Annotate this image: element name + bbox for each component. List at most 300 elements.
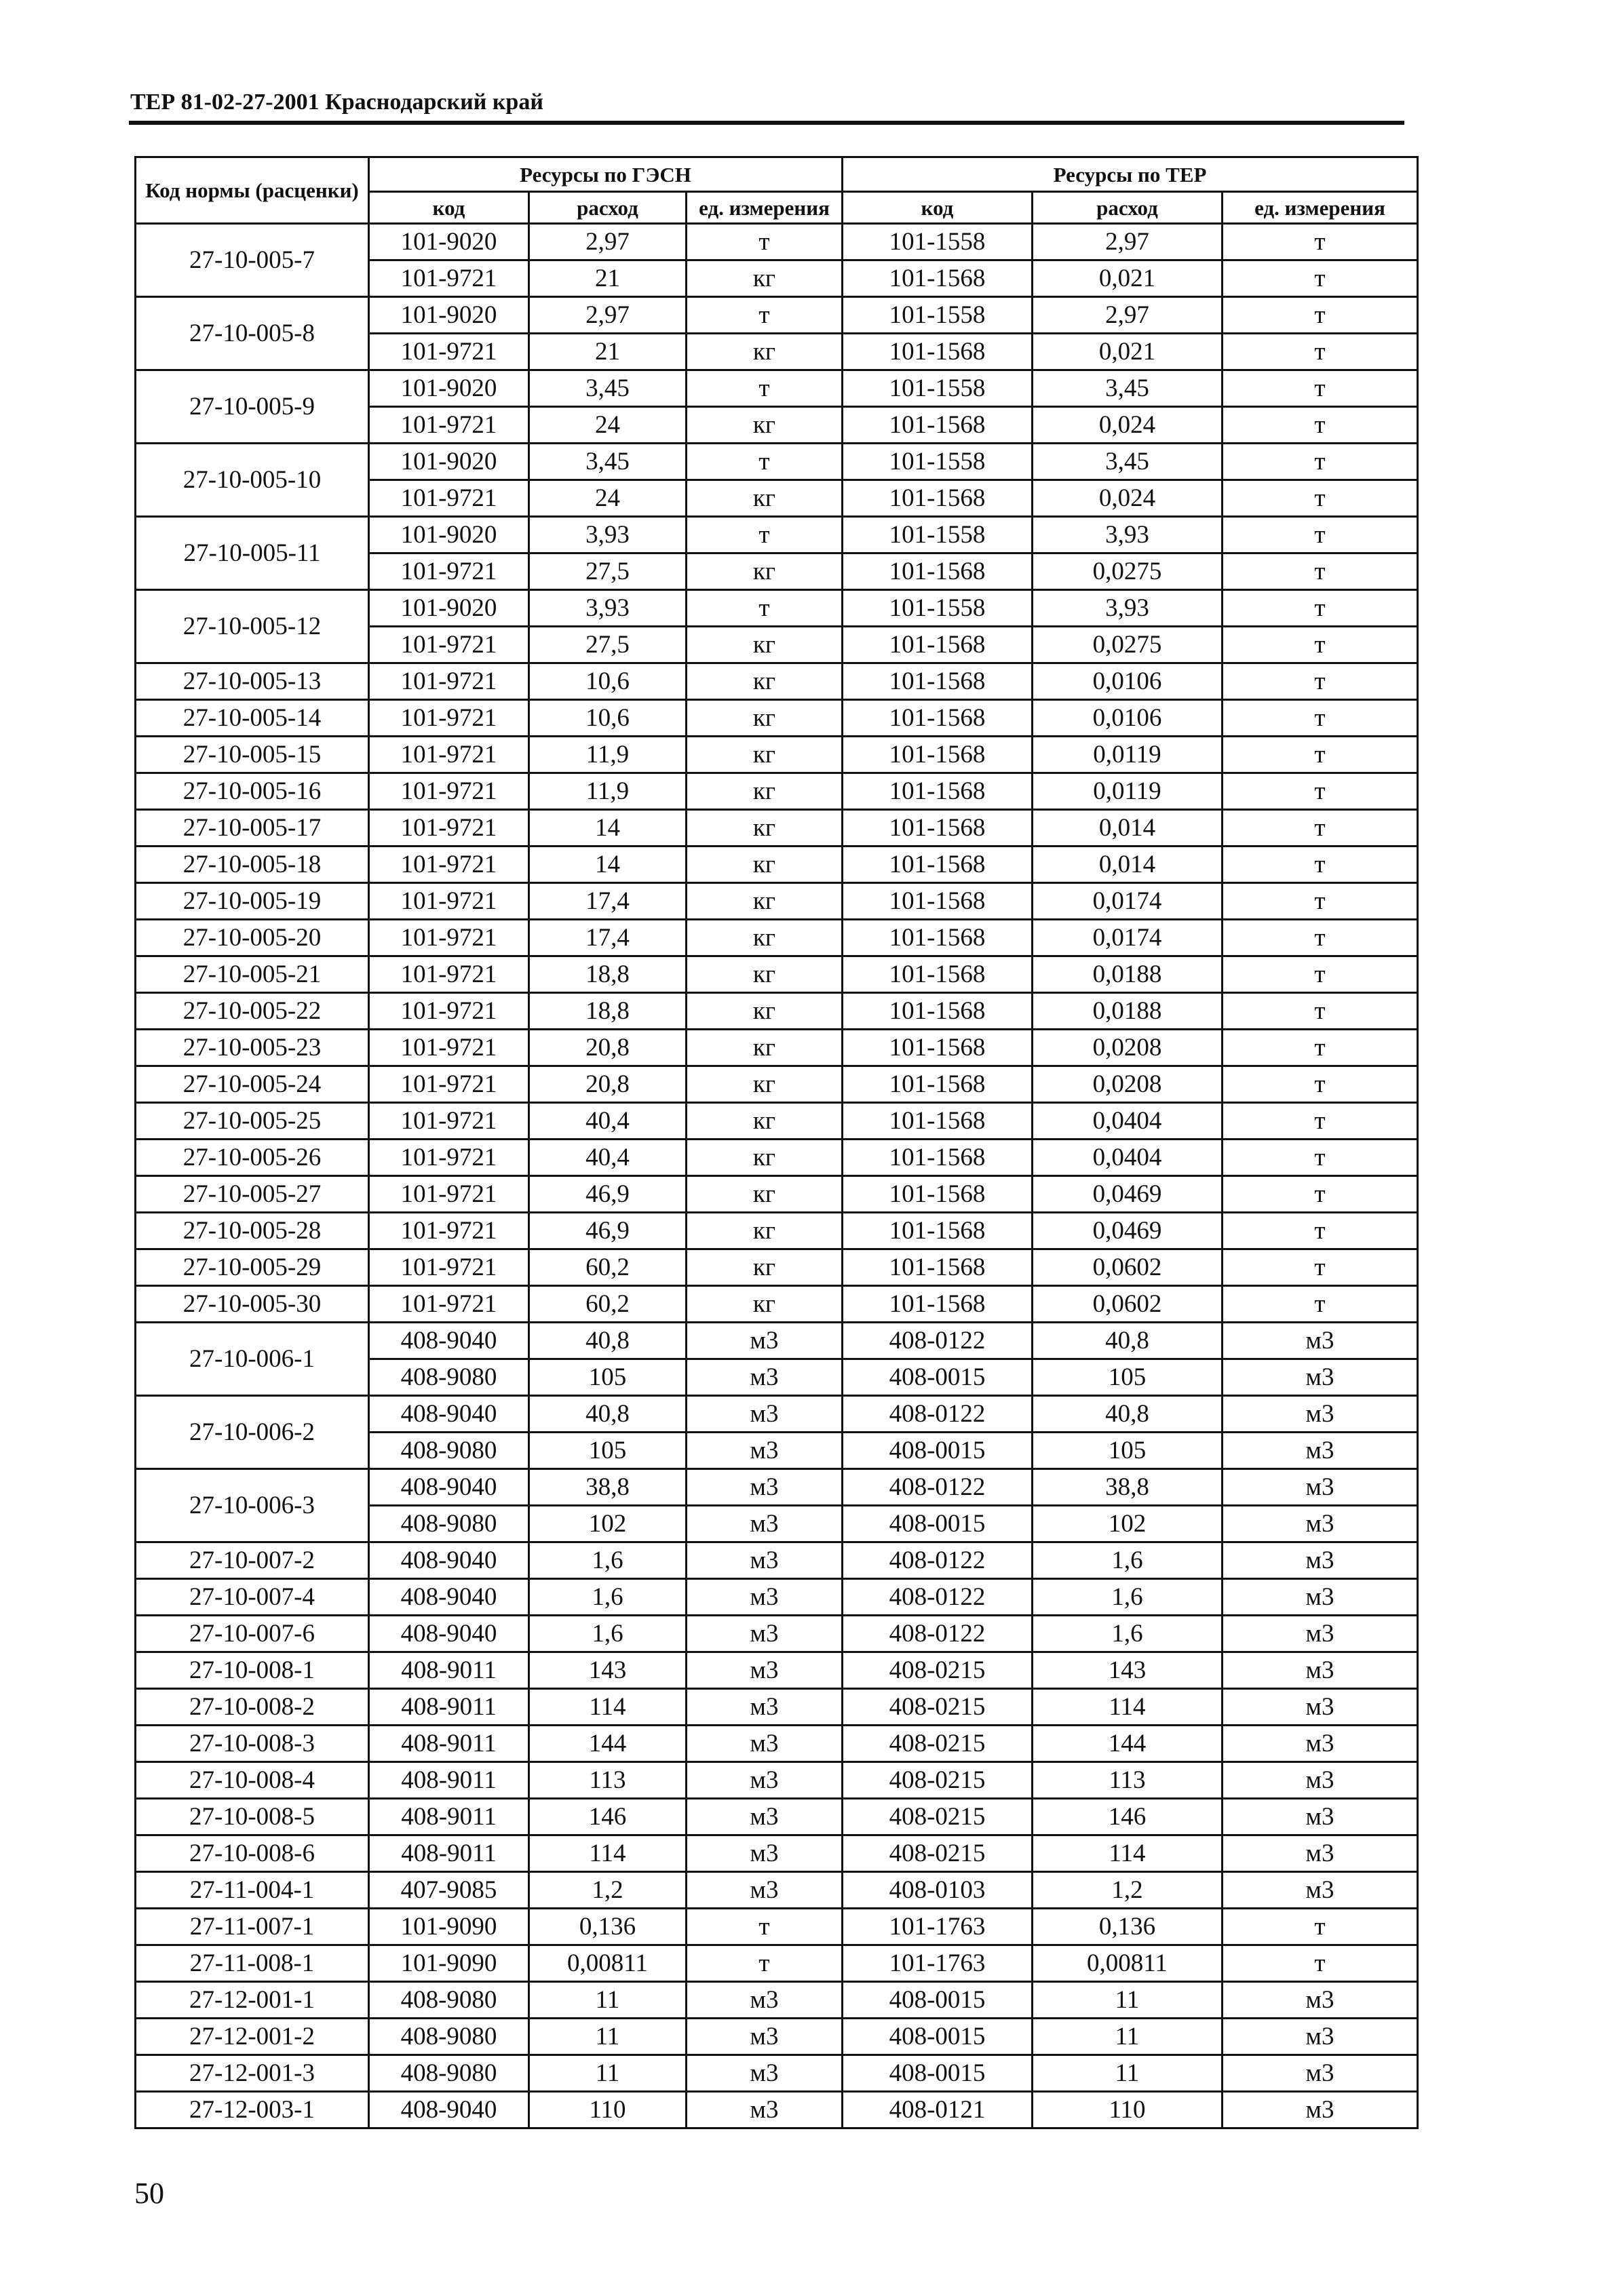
ter-amount-cell: 110 [1033,2092,1223,2128]
gesn-code-cell: 101-9020 [369,224,529,260]
gesn-unit-cell: м3 [687,1469,843,1506]
table-row [136,1652,1418,1689]
norm-code-cell: 27-10-005-7 [136,224,369,297]
ter-unit-cell: т [1223,517,1418,553]
ter-unit-cell: т [1223,260,1418,297]
gesn-code-cell: 101-9020 [369,590,529,627]
gesn-amount-cell: 60,2 [529,1286,687,1323]
norm-code-cell: 27-10-006-1 [136,1323,369,1396]
gesn-code-cell: 408-9040 [369,1542,529,1579]
ter-amount-cell: 1,6 [1033,1542,1223,1579]
table-row [136,700,1418,737]
gesn-unit-cell: кг [687,920,843,956]
norm-code-cell: 27-10-008-2 [136,1689,369,1726]
gesn-code-cell: 101-9721 [369,1286,529,1323]
gesn-amount-cell: 27,5 [529,553,687,590]
norm-code-cell: 27-10-005-21 [136,956,369,993]
gesn-amount-cell: 38,8 [529,1469,687,1506]
ter-unit-cell: т [1223,407,1418,444]
table-row [136,1909,1418,1945]
header-gesn-group: Ресурсы по ГЭСН [369,157,843,192]
table-row [136,956,1418,993]
norm-code-cell: 27-10-005-25 [136,1103,369,1140]
ter-code-cell: 101-1568 [843,956,1033,993]
ter-unit-cell: т [1223,1909,1418,1945]
header-gesn-amount: расход [529,192,687,224]
ter-code-cell: 408-0215 [843,1726,1033,1762]
table-row [136,224,1418,260]
ter-amount-cell: 0,0208 [1033,1066,1223,1103]
gesn-code-cell: 101-9721 [369,663,529,700]
norm-code-cell: 27-10-008-1 [136,1652,369,1689]
ter-unit-cell: м3 [1223,1872,1418,1909]
ter-amount-cell: 114 [1033,1835,1223,1872]
gesn-unit-cell: м3 [687,1506,843,1542]
norm-code-cell: 27-10-006-3 [136,1469,369,1542]
table-row [136,1103,1418,1140]
ter-unit-cell: т [1223,553,1418,590]
gesn-unit-cell: кг [687,737,843,773]
ter-code-cell: 101-1568 [843,847,1033,883]
gesn-amount-cell: 14 [529,810,687,847]
table-row [136,1799,1418,1835]
norm-code-cell: 27-10-005-27 [136,1176,369,1213]
header-rule [129,121,1404,125]
header-ter-group: Ресурсы по ТЕР [843,157,1418,192]
table-row [136,1286,1418,1323]
gesn-unit-cell: кг [687,773,843,810]
ter-amount-cell: 0,021 [1033,260,1223,297]
gesn-amount-cell: 0,00811 [529,1945,687,1982]
ter-code-cell: 408-0215 [843,1689,1033,1726]
gesn-amount-cell: 40,8 [529,1323,687,1359]
table-row [136,1835,1418,1872]
ter-code-cell: 101-1568 [843,1103,1033,1140]
ter-code-cell: 408-0122 [843,1616,1033,1652]
ter-code-cell: 101-1558 [843,444,1033,480]
ter-code-cell: 408-0015 [843,1982,1033,2019]
gesn-unit-cell: м3 [687,2055,843,2092]
table-row [136,1982,1418,2019]
gesn-amount-cell: 46,9 [529,1213,687,1249]
gesn-unit-cell: кг [687,1030,843,1066]
ter-unit-cell: т [1223,370,1418,407]
ter-code-cell: 101-1568 [843,553,1033,590]
gesn-code-cell: 101-9020 [369,297,529,334]
ter-amount-cell: 0,024 [1033,480,1223,517]
ter-amount-cell: 3,45 [1033,370,1223,407]
gesn-code-cell: 101-9721 [369,1066,529,1103]
ter-code-cell: 408-0015 [843,1433,1033,1469]
ter-unit-cell: т [1223,847,1418,883]
gesn-unit-cell: кг [687,480,843,517]
ter-unit-cell: т [1223,956,1418,993]
ter-unit-cell: м3 [1223,1323,1418,1359]
table-row [136,1762,1418,1799]
ter-amount-cell: 0,0602 [1033,1286,1223,1323]
ter-unit-cell: м3 [1223,1469,1418,1506]
ter-code-cell: 101-1568 [843,810,1033,847]
ter-amount-cell: 0,0188 [1033,956,1223,993]
ter-unit-cell: т [1223,334,1418,370]
table-row [136,1469,1418,1506]
ter-unit-cell: т [1223,737,1418,773]
gesn-code-cell: 408-9011 [369,1726,529,1762]
gesn-unit-cell: кг [687,663,843,700]
ter-code-cell: 408-0215 [843,1762,1033,1799]
ter-amount-cell: 3,45 [1033,444,1223,480]
gesn-unit-cell: м3 [687,1799,843,1835]
ter-unit-cell: т [1223,590,1418,627]
gesn-code-cell: 408-9040 [369,1579,529,1616]
ter-unit-cell: т [1223,480,1418,517]
gesn-code-cell: 101-9721 [369,847,529,883]
header-gesn-unit: ед. измерения [687,192,843,224]
table-row [136,297,1418,334]
gesn-unit-cell: т [687,297,843,334]
ter-code-cell: 101-1568 [843,773,1033,810]
gesn-unit-cell: м3 [687,1359,843,1396]
gesn-amount-cell: 10,6 [529,663,687,700]
ter-amount-cell: 0,0119 [1033,737,1223,773]
table-row [136,663,1418,700]
gesn-code-cell: 101-9020 [369,444,529,480]
gesn-unit-cell: т [687,590,843,627]
gesn-unit-cell: м3 [687,1323,843,1359]
gesn-code-cell: 101-9721 [369,1249,529,1286]
ter-code-cell: 408-0215 [843,1799,1033,1835]
ter-code-cell: 101-1763 [843,1945,1033,1982]
ter-unit-cell: т [1223,810,1418,847]
ter-unit-cell: т [1223,444,1418,480]
table-row [136,1249,1418,1286]
gesn-amount-cell: 17,4 [529,883,687,920]
ter-amount-cell: 0,0174 [1033,920,1223,956]
gesn-amount-cell: 21 [529,334,687,370]
ter-amount-cell: 0,021 [1033,334,1223,370]
header-norm-code: Код нормы (расценки) [136,157,369,224]
norm-code-cell: 27-10-008-5 [136,1799,369,1835]
norm-code-cell: 27-10-006-2 [136,1396,369,1469]
gesn-unit-cell: кг [687,700,843,737]
ter-unit-cell: т [1223,1945,1418,1982]
ter-code-cell: 101-1568 [843,1213,1033,1249]
table-row [136,1689,1418,1726]
header-gesn-code: код [369,192,529,224]
table-row [136,847,1418,883]
gesn-amount-cell: 27,5 [529,627,687,663]
gesn-amount-cell: 1,2 [529,1872,687,1909]
ter-code-cell: 101-1568 [843,1286,1033,1323]
ter-code-cell: 101-1568 [843,480,1033,517]
ter-amount-cell: 1,6 [1033,1616,1223,1652]
gesn-code-cell: 101-9721 [369,737,529,773]
table-row [136,1066,1418,1103]
ter-code-cell: 101-1558 [843,224,1033,260]
gesn-amount-cell: 24 [529,480,687,517]
gesn-code-cell: 101-9090 [369,1909,529,1945]
ter-unit-cell: т [1223,1286,1418,1323]
ter-unit-cell: т [1223,1103,1418,1140]
gesn-code-cell: 101-9721 [369,700,529,737]
gesn-code-cell: 101-9721 [369,1140,529,1176]
ter-code-cell: 101-1568 [843,407,1033,444]
gesn-code-cell: 408-9040 [369,2092,529,2128]
table-row [136,883,1418,920]
norm-code-cell: 27-10-005-18 [136,847,369,883]
gesn-unit-cell: кг [687,334,843,370]
norm-code-cell: 27-10-007-6 [136,1616,369,1652]
gesn-code-cell: 101-9721 [369,773,529,810]
gesn-code-cell: 408-9040 [369,1616,529,1652]
ter-amount-cell: 0,014 [1033,810,1223,847]
ter-code-cell: 408-0122 [843,1469,1033,1506]
gesn-code-cell: 101-9721 [369,480,529,517]
ter-amount-cell: 0,136 [1033,1909,1223,1945]
gesn-unit-cell: кг [687,883,843,920]
gesn-code-cell: 408-9040 [369,1469,529,1506]
ter-unit-cell: т [1223,627,1418,663]
gesn-code-cell: 408-9040 [369,1396,529,1433]
table-row [136,1323,1418,1359]
table-row [136,1396,1418,1433]
gesn-unit-cell: кг [687,1213,843,1249]
gesn-amount-cell: 0,136 [529,1909,687,1945]
header-ter-amount: расход [1033,192,1223,224]
gesn-amount-cell: 114 [529,1835,687,1872]
ter-amount-cell: 0,0404 [1033,1103,1223,1140]
ter-unit-cell: м3 [1223,1726,1418,1762]
gesn-unit-cell: м3 [687,1542,843,1579]
gesn-code-cell: 408-9080 [369,2055,529,2092]
ter-unit-cell: т [1223,224,1418,260]
gesn-code-cell: 408-9040 [369,1323,529,1359]
ter-code-cell: 101-1568 [843,1140,1033,1176]
ter-unit-cell: т [1223,1066,1418,1103]
gesn-amount-cell: 113 [529,1762,687,1799]
norm-code-cell: 27-12-003-1 [136,2092,369,2128]
norm-code-cell: 27-10-007-4 [136,1579,369,1616]
ter-amount-cell: 40,8 [1033,1323,1223,1359]
gesn-code-cell: 101-9721 [369,627,529,663]
gesn-amount-cell: 20,8 [529,1066,687,1103]
ter-unit-cell: м3 [1223,1542,1418,1579]
ter-unit-cell: м3 [1223,1359,1418,1396]
norm-code-cell: 27-12-001-3 [136,2055,369,2092]
gesn-amount-cell: 20,8 [529,1030,687,1066]
table-row [136,370,1418,407]
ter-unit-cell: м3 [1223,1835,1418,1872]
norm-code-cell: 27-10-005-13 [136,663,369,700]
ter-code-cell: 408-0015 [843,1506,1033,1542]
gesn-unit-cell: кг [687,627,843,663]
norm-code-cell: 27-10-008-3 [136,1726,369,1762]
ter-code-cell: 101-1558 [843,590,1033,627]
ter-amount-cell: 0,0404 [1033,1140,1223,1176]
ter-amount-cell: 0,0208 [1033,1030,1223,1066]
table-row [136,1213,1418,1249]
ter-unit-cell: м3 [1223,1799,1418,1835]
gesn-code-cell: 408-9011 [369,1835,529,1872]
table-row [136,1030,1418,1066]
ter-code-cell: 101-1568 [843,260,1033,297]
ter-amount-cell: 38,8 [1033,1469,1223,1506]
gesn-code-cell: 101-9090 [369,1945,529,1982]
page-number: 50 [134,2177,164,2210]
gesn-code-cell: 101-9721 [369,1030,529,1066]
table-row [136,810,1418,847]
gesn-amount-cell: 3,45 [529,444,687,480]
norm-code-cell: 27-10-005-14 [136,700,369,737]
gesn-unit-cell: м3 [687,2019,843,2055]
ter-amount-cell: 3,93 [1033,517,1223,553]
ter-unit-cell: м3 [1223,1506,1418,1542]
norm-code-cell: 27-12-001-2 [136,2019,369,2055]
gesn-code-cell: 408-9080 [369,2019,529,2055]
ter-amount-cell: 144 [1033,1726,1223,1762]
resources-table [134,156,1419,2129]
ter-amount-cell: 11 [1033,1982,1223,2019]
ter-code-cell: 408-0122 [843,1542,1033,1579]
gesn-code-cell: 101-9721 [369,993,529,1030]
ter-code-cell: 101-1568 [843,663,1033,700]
table-row [136,1176,1418,1213]
gesn-amount-cell: 105 [529,1359,687,1396]
gesn-amount-cell: 105 [529,1433,687,1469]
ter-code-cell: 408-0103 [843,1872,1033,1909]
norm-code-cell: 27-10-005-26 [136,1140,369,1176]
gesn-amount-cell: 11,9 [529,737,687,773]
ter-code-cell: 101-1558 [843,297,1033,334]
ter-amount-cell: 102 [1033,1506,1223,1542]
gesn-code-cell: 101-9020 [369,370,529,407]
ter-unit-cell: м3 [1223,2092,1418,2128]
gesn-unit-cell: м3 [687,1396,843,1433]
norm-code-cell: 27-10-005-15 [136,737,369,773]
gesn-amount-cell: 46,9 [529,1176,687,1213]
gesn-unit-cell: т [687,517,843,553]
norm-code-cell: 27-10-005-22 [136,993,369,1030]
norm-code-cell: 27-11-008-1 [136,1945,369,1982]
ter-code-cell: 101-1568 [843,920,1033,956]
ter-amount-cell: 0,0174 [1033,883,1223,920]
gesn-unit-cell: м3 [687,1982,843,2019]
norm-code-cell: 27-10-005-23 [136,1030,369,1066]
gesn-amount-cell: 1,6 [529,1616,687,1652]
gesn-unit-cell: м3 [687,1762,843,1799]
norm-code-cell: 27-10-007-2 [136,1542,369,1579]
gesn-amount-cell: 18,8 [529,993,687,1030]
gesn-unit-cell: м3 [687,1835,843,1872]
gesn-amount-cell: 3,93 [529,517,687,553]
ter-unit-cell: т [1223,663,1418,700]
gesn-unit-cell: м3 [687,1726,843,1762]
norm-code-cell: 27-10-005-9 [136,370,369,444]
norm-code-cell: 27-10-005-30 [136,1286,369,1323]
ter-unit-cell: м3 [1223,2019,1418,2055]
table-row [136,590,1418,627]
ter-code-cell: 408-0015 [843,1359,1033,1396]
gesn-code-cell: 101-9721 [369,883,529,920]
ter-amount-cell: 0,014 [1033,847,1223,883]
gesn-code-cell: 101-9721 [369,810,529,847]
ter-amount-cell: 3,93 [1033,590,1223,627]
gesn-unit-cell: кг [687,1066,843,1103]
ter-code-cell: 101-1568 [843,1249,1033,1286]
gesn-code-cell: 101-9721 [369,1176,529,1213]
ter-unit-cell: т [1223,1176,1418,1213]
ter-amount-cell: 0,0469 [1033,1213,1223,1249]
gesn-code-cell: 408-9011 [369,1799,529,1835]
gesn-amount-cell: 21 [529,260,687,297]
gesn-amount-cell: 40,8 [529,1396,687,1433]
ter-amount-cell: 2,97 [1033,297,1223,334]
gesn-code-cell: 408-9080 [369,1506,529,1542]
table-row [136,773,1418,810]
ter-code-cell: 408-0121 [843,2092,1033,2128]
ter-amount-cell: 1,6 [1033,1579,1223,1616]
ter-code-cell: 101-1558 [843,370,1033,407]
norm-code-cell: 27-10-005-10 [136,444,369,517]
gesn-amount-cell: 102 [529,1506,687,1542]
ter-amount-cell: 11 [1033,2055,1223,2092]
gesn-code-cell: 101-9020 [369,517,529,553]
ter-unit-cell: т [1223,1213,1418,1249]
gesn-unit-cell: м3 [687,1652,843,1689]
ter-code-cell: 101-1568 [843,1066,1033,1103]
gesn-amount-cell: 1,6 [529,1579,687,1616]
ter-amount-cell: 113 [1033,1762,1223,1799]
ter-code-cell: 101-1568 [843,737,1033,773]
table-row [136,1945,1418,1982]
ter-code-cell: 101-1558 [843,517,1033,553]
gesn-amount-cell: 146 [529,1799,687,1835]
gesn-unit-cell: кг [687,553,843,590]
gesn-code-cell: 101-9721 [369,1103,529,1140]
gesn-unit-cell: кг [687,407,843,444]
gesn-code-cell: 408-9080 [369,1359,529,1396]
ter-amount-cell: 105 [1033,1433,1223,1469]
ter-amount-cell: 0,00811 [1033,1945,1223,1982]
gesn-unit-cell: кг [687,1140,843,1176]
ter-unit-cell: т [1223,1030,1418,1066]
ter-amount-cell: 0,0188 [1033,993,1223,1030]
ter-code-cell: 101-1568 [843,700,1033,737]
header-ter-unit: ед. измерения [1223,192,1418,224]
ter-unit-cell: м3 [1223,2055,1418,2092]
gesn-unit-cell: м3 [687,2092,843,2128]
table-row [136,2092,1418,2128]
ter-code-cell: 101-1568 [843,334,1033,370]
ter-amount-cell: 0,0119 [1033,773,1223,810]
ter-code-cell: 101-1568 [843,1030,1033,1066]
gesn-unit-cell: кг [687,260,843,297]
ter-unit-cell: т [1223,297,1418,334]
gesn-unit-cell: кг [687,1249,843,1286]
ter-code-cell: 101-1568 [843,627,1033,663]
gesn-unit-cell: т [687,370,843,407]
ter-amount-cell: 0,0106 [1033,663,1223,700]
ter-code-cell: 408-0215 [843,1835,1033,1872]
gesn-amount-cell: 14 [529,847,687,883]
norm-code-cell: 27-11-007-1 [136,1909,369,1945]
norm-code-cell: 27-10-005-24 [136,1066,369,1103]
gesn-amount-cell: 40,4 [529,1103,687,1140]
ter-unit-cell: м3 [1223,1689,1418,1726]
gesn-code-cell: 101-9721 [369,1213,529,1249]
gesn-amount-cell: 2,97 [529,297,687,334]
table-row [136,1140,1418,1176]
